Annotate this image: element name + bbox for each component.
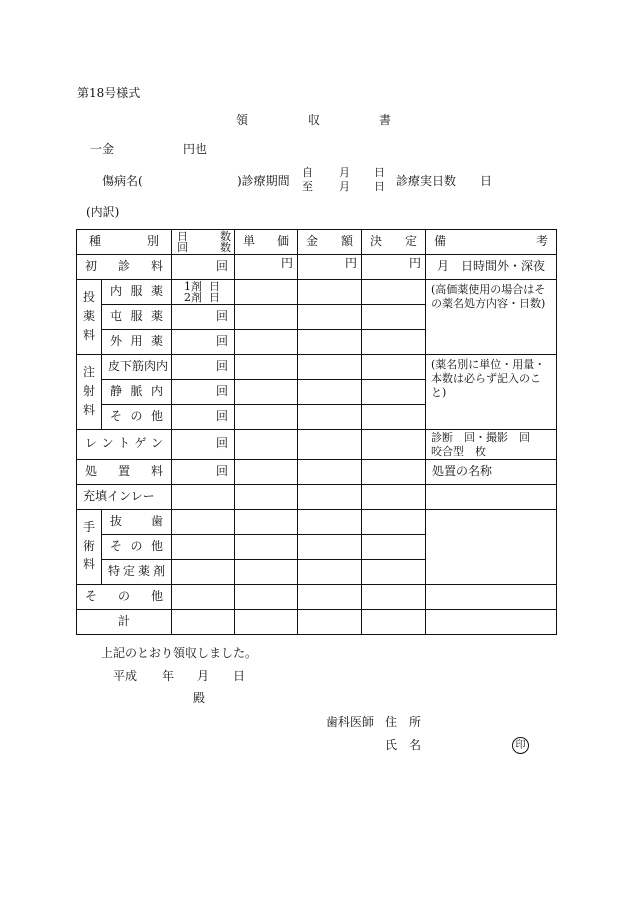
name-label: 氏 名 — [385, 738, 422, 752]
unit-times: 回 — [172, 380, 235, 405]
dentist-label: 歯科医師 — [326, 715, 375, 729]
title-char-3: 書 — [379, 113, 392, 127]
empty-cell — [298, 305, 362, 330]
table-row — [77, 255, 557, 280]
era-label: 平成 — [113, 669, 138, 683]
honorific-label: 殿 — [193, 691, 206, 705]
header-amount: 金 額 — [298, 230, 362, 255]
empty-cell — [298, 380, 362, 405]
table-row — [77, 280, 557, 305]
empty-cell — [298, 609, 362, 634]
empty-cell — [426, 509, 557, 584]
table-row — [77, 355, 557, 380]
row-label-other: そ の 他 — [77, 584, 172, 609]
empty-cell — [235, 584, 298, 609]
empty-cell — [426, 584, 557, 609]
empty-cell — [362, 584, 426, 609]
address-label: 住 所 — [385, 715, 422, 729]
empty-cell — [235, 380, 298, 405]
form-number: 第18号様式 — [77, 86, 141, 100]
empty-cell — [298, 559, 362, 584]
period-to-month: 月 — [339, 180, 350, 193]
group-label-yakuzai: 投 薬 料 — [77, 280, 102, 355]
empty-cell — [235, 280, 298, 305]
header-unit-price: 単 価 — [235, 230, 298, 255]
empty-cell — [235, 430, 298, 460]
table-row — [77, 430, 557, 460]
period-from-month: 月 — [339, 166, 350, 179]
unit-yen: 円 — [298, 255, 362, 280]
group-label-chusha: 注 射 料 — [77, 355, 102, 430]
row-label-naifuku: 内 服 薬 — [102, 280, 172, 305]
row-label-hika: 皮下筋肉内 — [102, 355, 172, 380]
empty-cell — [298, 584, 362, 609]
empty-cell — [362, 534, 426, 559]
empty-cell — [298, 405, 362, 430]
row-label-jomyaku: 静 脈 内 — [102, 380, 172, 405]
empty-cell — [235, 484, 298, 509]
empty-cell — [362, 405, 426, 430]
empty-cell — [235, 459, 298, 484]
empty-cell — [298, 509, 362, 534]
received-statement: 上記のとおり領収しました。 — [101, 646, 258, 660]
table-row — [77, 459, 557, 484]
shochi-note: 処置の名称 — [426, 459, 557, 484]
empty-cell — [172, 509, 235, 534]
empty-cell — [426, 484, 557, 509]
unit-times: 回 — [172, 459, 235, 484]
empty-cell — [235, 534, 298, 559]
unit-times: 回 — [172, 430, 235, 460]
table-row — [77, 484, 557, 509]
empty-cell — [362, 280, 426, 305]
empty-cell — [172, 609, 235, 634]
empty-cell — [362, 459, 426, 484]
unit-yen: 円 — [235, 255, 298, 280]
empty-cell — [362, 430, 426, 460]
row-label-shochi: 処 置 料 — [77, 459, 172, 484]
row-label-total: 計 — [77, 609, 172, 634]
shoshin-note: 月 日時間外・深夜 — [426, 255, 557, 280]
unit-times: 回 — [172, 355, 235, 380]
empty-cell — [298, 534, 362, 559]
empty-cell — [362, 484, 426, 509]
empty-cell — [298, 355, 362, 380]
breakdown-label: (内訳) — [86, 205, 120, 219]
title-char-2: 収 — [308, 113, 321, 127]
unit-times: 回 — [172, 255, 235, 280]
empty-cell — [172, 534, 235, 559]
row-label-xray: レ ン ト ゲ ン — [77, 430, 172, 460]
period-to: 至 — [302, 180, 313, 193]
header-days: 日 数 回 数 — [172, 230, 235, 255]
row-label-chusha-other: そ の 他 — [102, 405, 172, 430]
empty-cell — [298, 484, 362, 509]
chusha-note: (薬名別に単位・用量・本数は必らず記入のこと) — [426, 355, 557, 430]
yakuzai-note: (高価薬使用の場合はその薬名処方内容・日数) — [426, 280, 557, 355]
empty-cell — [362, 380, 426, 405]
days-unit: 日 — [480, 174, 493, 188]
breakdown-table — [76, 229, 557, 635]
empty-cell — [362, 509, 426, 534]
seal-mark: 印 — [512, 737, 529, 754]
naifuku-dose-cell: 1剤 日 2剤 日 — [172, 280, 235, 305]
empty-cell — [298, 330, 362, 355]
period-from-day: 日 — [374, 166, 385, 179]
empty-cell — [235, 330, 298, 355]
row-label-basshi: 抜 歯 — [102, 509, 172, 534]
disease-name-label: 傷病名( — [102, 174, 143, 188]
row-label-tonpuku: 屯 服 薬 — [102, 305, 172, 330]
header-remarks: 備 考 — [426, 230, 557, 255]
empty-cell — [172, 584, 235, 609]
empty-cell — [298, 280, 362, 305]
unit-times: 回 — [172, 330, 235, 355]
header-type: 種 別 — [77, 230, 172, 255]
day-label: 日 — [233, 669, 246, 683]
amount-suffix: 円也 — [183, 142, 208, 156]
table-row — [77, 509, 557, 534]
row-label-jutten: 充填インレー — [77, 484, 172, 509]
row-label-shoshin: 初 診 料 — [77, 255, 172, 280]
empty-cell — [235, 609, 298, 634]
empty-cell — [362, 609, 426, 634]
empty-cell — [362, 355, 426, 380]
empty-cell — [235, 355, 298, 380]
unit-times: 回 — [172, 305, 235, 330]
table-total-row — [77, 609, 557, 634]
empty-cell — [298, 459, 362, 484]
period-label: )診療期間 — [237, 174, 290, 188]
empty-cell — [362, 330, 426, 355]
amount-prefix: 一金 — [90, 142, 115, 156]
empty-cell — [298, 430, 362, 460]
empty-cell — [235, 405, 298, 430]
row-label-gaiyo: 外 用 薬 — [102, 330, 172, 355]
empty-cell — [362, 559, 426, 584]
unit-times: 回 — [172, 405, 235, 430]
month-label: 月 — [197, 669, 210, 683]
period-from: 自 — [302, 166, 313, 179]
header-decided: 決 定 — [362, 230, 426, 255]
empty-cell — [235, 559, 298, 584]
empty-cell — [235, 509, 298, 534]
xray-note: 診断 回・撮影 回 咬合型 枚 — [426, 430, 557, 460]
unit-yen: 円 — [362, 255, 426, 280]
row-label-tokutei: 特 定 薬 剤 — [102, 559, 172, 584]
period-to-day: 日 — [374, 180, 385, 193]
table-row — [77, 584, 557, 609]
table-header-row — [77, 230, 557, 255]
empty-cell — [172, 559, 235, 584]
empty-cell — [235, 305, 298, 330]
title-char-1: 領 — [236, 113, 249, 127]
row-label-shujutsu-other: そ の 他 — [102, 534, 172, 559]
days-label: 診療実日数 — [396, 174, 457, 188]
empty-cell — [362, 305, 426, 330]
empty-cell — [426, 609, 557, 634]
empty-cell — [172, 484, 235, 509]
group-label-shujutsu: 手 術 料 — [77, 509, 102, 584]
year-label: 年 — [162, 669, 175, 683]
